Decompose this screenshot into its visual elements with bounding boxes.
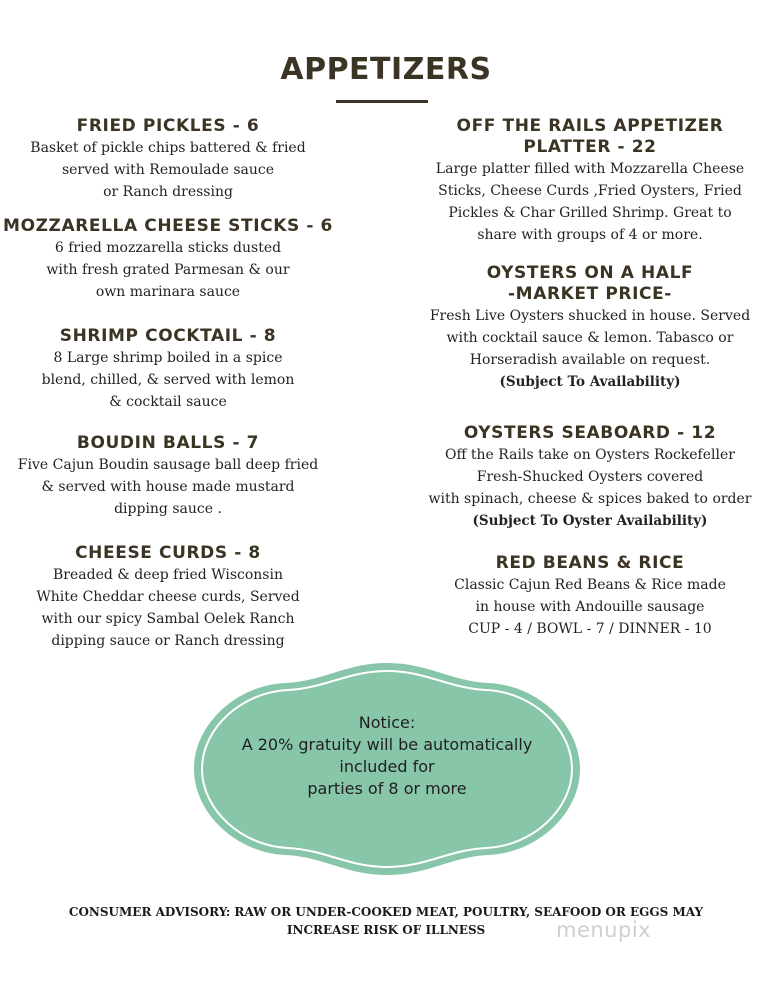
watermark: menupix bbox=[556, 918, 652, 942]
item-name: OYSTERS ON A HALF -MARKET PRICE- bbox=[486, 263, 694, 304]
item-description: Five Cajun Boudin sausage ball deep fried & served with house made mustard dipping sauce . bbox=[17, 457, 319, 517]
menu-item-shrimp-cocktail bbox=[0, 326, 336, 413]
item-name: BOUDIN BALLS - 7 bbox=[76, 433, 260, 453]
item-name: MOZZARELLA CHEESE STICKS - 6 bbox=[3, 216, 333, 236]
item-name: FRIED PICKLES - 6 bbox=[76, 116, 260, 136]
item-name: OFF THE RAILS APPETIZER PLATTER - 22 bbox=[456, 116, 724, 157]
item-description: Large platter filled with Mozzarella Cheese Sticks, Cheese Curds ,Fried Oysters, Fried Pickles & Char Grilled Shrimp. Great to share with groups of 4 or more. bbox=[435, 161, 745, 243]
menu-item-red-beans-rice bbox=[400, 553, 772, 640]
menu-item-oysters-half bbox=[400, 263, 772, 393]
menu-item-mozzarella-sticks bbox=[0, 216, 336, 303]
consumer-advisory: CONSUMER ADVISORY: RAW OR UNDER-COOKED MEAT, POULTRY, SEAFOOD OR EGGS MAY INCREASE RISK OF ILLNESS bbox=[68, 905, 704, 937]
item-name: SHRIMP COCKTAIL - 8 bbox=[59, 326, 277, 346]
item-description: 8 Large shrimp boiled in a spice blend, chilled, & served with lemon & cocktail sauce bbox=[41, 350, 295, 410]
item-description: Breaded & deep fried Wisconsin White Cheddar cheese curds, Served with our spicy Sambal Oelek Ranch dipping sauce or Ranch dressing bbox=[36, 567, 300, 649]
availability-note: (Subject To Availability) bbox=[499, 374, 681, 390]
item-description: Basket of pickle chips battered & fried served with Remoulade sauce or Ranch dressing bbox=[30, 140, 306, 200]
item-name: RED BEANS & RICE bbox=[495, 553, 685, 573]
menu-item-cheese-curds bbox=[0, 543, 336, 652]
item-description: 6 fried mozzarella sticks dusted with fresh grated Parmesan & our own marinara sauce bbox=[46, 240, 290, 300]
item-description: Fresh Live Oysters shucked in house. Served with cocktail sauce & lemon. Tabasco or Horseradish available on request. (Subject To Availability) bbox=[400, 305, 772, 393]
page-title: APPETIZERS bbox=[280, 52, 492, 87]
title-underline bbox=[336, 100, 428, 103]
item-description: Off the Rails take on Oysters Rockefeller Fresh-Shucked Oysters covered with spinach, cheese & spices baked to order (Subject To Oyster Availability) bbox=[400, 444, 772, 532]
menu-item-oysters-seaboard bbox=[400, 423, 772, 532]
menu-item-appetizer-platter bbox=[400, 116, 772, 246]
menu-item-fried-pickles bbox=[0, 116, 336, 203]
menu-item-boudin-balls bbox=[0, 433, 336, 520]
item-name: CHEESE CURDS - 8 bbox=[75, 543, 261, 563]
item-description: Classic Cajun Red Beans & Rice made in house with Andouille sausage CUP - 4 / BOWL - 7 / DINNER - 10 bbox=[454, 577, 726, 637]
gratuity-notice: Notice: A 20% gratuity will be automatically included for parties of 8 or more bbox=[241, 713, 533, 798]
availability-note: (Subject To Oyster Availability) bbox=[472, 513, 708, 529]
item-name: OYSTERS SEABOARD - 12 bbox=[463, 423, 717, 443]
